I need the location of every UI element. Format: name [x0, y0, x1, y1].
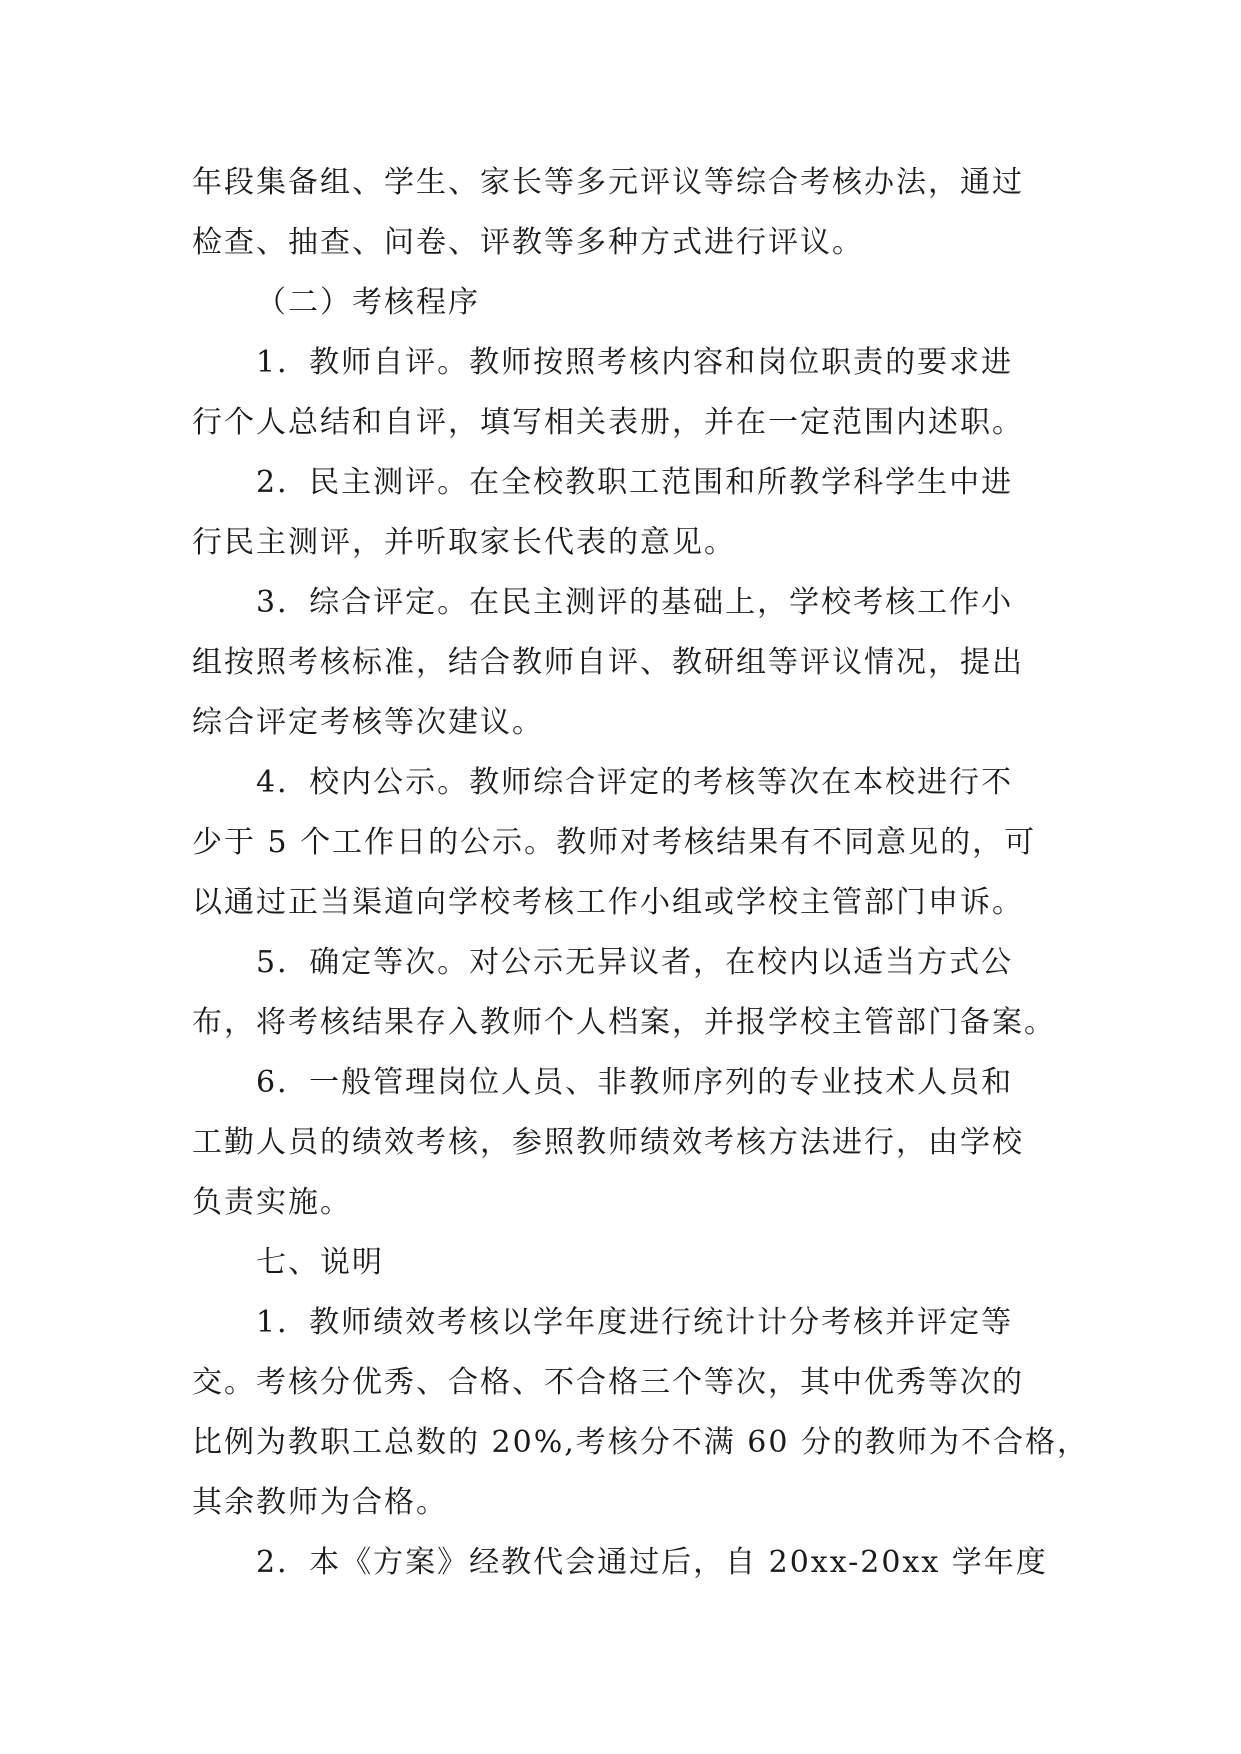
paragraph [192, 1293, 1054, 1353]
text-line: 综合评定考核等次建议。 [192, 705, 544, 740]
text-line: 交。考核分优秀、合格、不合格三个等次，其中优秀等次的 [192, 1365, 1024, 1400]
document-body [192, 153, 1089, 1593]
text-line: 布，将考核结果存入教师个人档案，并报学校主管部门备案。 [192, 1005, 1056, 1040]
text-line: 4．校内公示。教师综合评定的考核等次在本校进行不 [256, 765, 1014, 800]
text-line: 2．民主测评。在全校教职工范围和所教学科学生中进 [256, 465, 1014, 500]
text-line: 年段集备组、学生、家长等多元评议等综合考核办法，通过 [192, 165, 1024, 200]
paragraph-continuation [192, 1113, 1054, 1233]
paragraph [192, 1533, 1054, 1593]
text-line: 其余教师为合格。 [192, 1485, 448, 1520]
text-line: 七、说明 [256, 1245, 384, 1280]
text-line: 行民主测评，并听取家长代表的意见。 [192, 525, 736, 560]
paragraph-continuation [192, 813, 1054, 933]
paragraph [192, 573, 1054, 633]
text-line: 6．一般管理岗位人员、非教师序列的专业技术人员和 [256, 1065, 1014, 1100]
text-line: 1．教师自评。教师按照考核内容和岗位职责的要求进 [256, 345, 1014, 380]
paragraph-continuation [192, 633, 1054, 753]
text-line: 1．教师绩效考核以学年度进行统计计分考核并评定等 [256, 1305, 1014, 1340]
paragraph [192, 153, 1054, 273]
paragraph [192, 753, 1054, 813]
text-line: 以通过正当渠道向学校考核工作小组或学校主管部门申诉。 [192, 885, 1024, 920]
text-line: 比例为教职工总数的 20%,考核分不满 60 分的教师为不合格， [192, 1425, 1089, 1460]
text-line: （二）考核程序 [256, 285, 480, 320]
paragraph [192, 453, 1054, 513]
text-line: 少于 5 个工作日的公示。教师对考核结果有不同意见的，可 [192, 825, 1037, 860]
section-heading [192, 1233, 1054, 1293]
paragraph-continuation [192, 993, 1054, 1053]
paragraph [192, 333, 1054, 393]
text-line: 5．确定等次。对公示无异议者，在校内以适当方式公 [256, 945, 1014, 980]
text-line: 组按照考核标准，结合教师自评、教研组等评议情况，提出 [192, 645, 1024, 680]
text-line: 检查、抽查、问卷、评教等多种方式进行评议。 [192, 225, 864, 260]
paragraph [192, 933, 1054, 993]
text-line: 负责实施。 [192, 1185, 352, 1220]
paragraph [192, 1053, 1054, 1113]
text-line: 行个人总结和自评，填写相关表册，并在一定范围内述职。 [192, 405, 1024, 440]
text-line: 3．综合评定。在民主测评的基础上，学校考核工作小 [256, 585, 1014, 620]
paragraph-continuation [192, 513, 1054, 573]
paragraph-continuation [192, 393, 1054, 453]
text-line: 2．本《方案》经教代会通过后，自 20xx-20xx 学年度 [256, 1545, 1048, 1580]
section-heading [192, 273, 1054, 333]
text-line: 工勤人员的绩效考核，参照教师绩效考核方法进行，由学校 [192, 1125, 1024, 1160]
paragraph-continuation [192, 1353, 1089, 1533]
